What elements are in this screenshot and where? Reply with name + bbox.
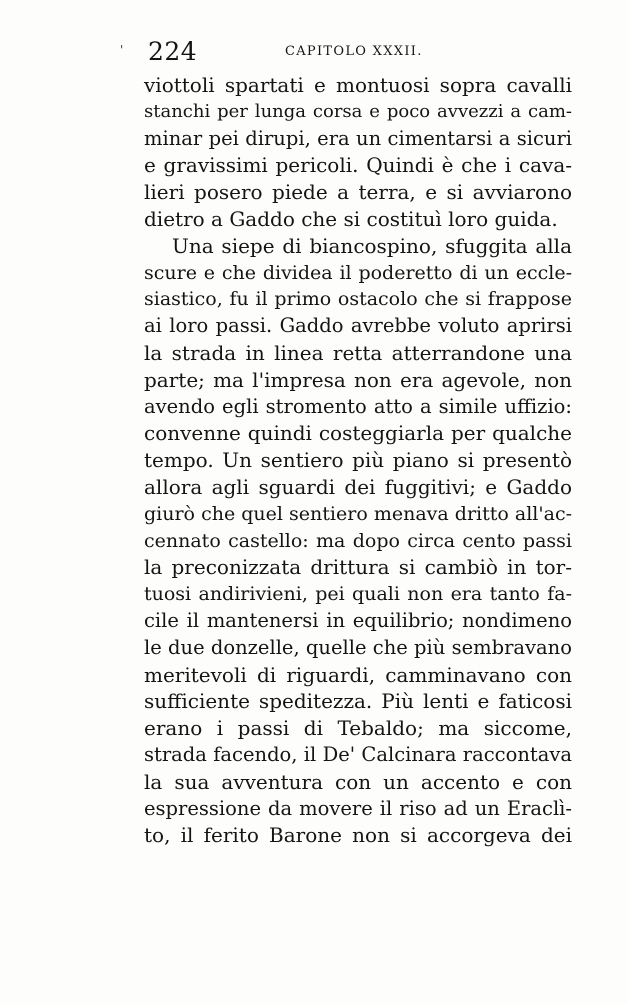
text-line: strada facendo, il De' Calcinara raccontava bbox=[144, 742, 572, 766]
text-line: scure e che dividea il poderetto di un eccle- bbox=[144, 261, 572, 284]
text-line: tuosi andirivieni, pei quali non era tanto fa- bbox=[144, 583, 572, 606]
text-line: la preconizzata drittura si cambiò in tor- bbox=[144, 555, 572, 580]
text-line: meritevoli di riguardi, camminavano con bbox=[144, 662, 572, 687]
text-line: stanchi per lunga corsa e poco avvezzi a cam- bbox=[144, 100, 572, 122]
margin-mark: ' bbox=[120, 43, 124, 57]
text-line: cennato castello: ma dopo circa cento passi bbox=[144, 529, 572, 552]
text-line: la sua avventura con un accento e con bbox=[144, 769, 572, 794]
text-line: convenne quindi costeggiarla per qualche bbox=[144, 421, 572, 446]
text-line: erano i passi di Tebaldo; ma siccome, bbox=[144, 716, 572, 741]
text-line: to, il ferito Barone non si accorgeva dei bbox=[144, 823, 572, 848]
text-line: lieri posero piede a terra, e si avviarono bbox=[144, 180, 572, 205]
text-line: Una siepe di biancospino, sfuggita alla bbox=[172, 233, 572, 258]
body-text bbox=[144, 72, 572, 849]
text-line: parte; ma l'impresa non era agevole, non bbox=[144, 367, 572, 392]
running-head: CAPITOLO XXXII. bbox=[285, 44, 423, 59]
text-line: tempo. Un sentiero più piano si presentò bbox=[144, 448, 572, 473]
text-line: sufficiente speditezza. Più lenti e faticosi bbox=[144, 689, 572, 714]
text-line: dietro a Gaddo che si costituì loro guida. bbox=[144, 206, 558, 231]
text-line: la strada in linea retta atterrandone una bbox=[144, 340, 572, 365]
text-line: e gravissimi pericoli. Quindi è che i cava- bbox=[144, 153, 572, 178]
page-header bbox=[120, 37, 590, 67]
text-line: le due donzelle, quelle che più sembravano bbox=[144, 635, 572, 659]
text-line: viottoli spartati e montuosi sopra cavalli bbox=[144, 73, 572, 97]
text-line: ai loro passi. Gaddo avrebbe voluto aprirsi bbox=[144, 314, 572, 338]
text-line: avendo egli stromento atto a simile uffizio: bbox=[144, 394, 572, 418]
text-line: allora agli sguardi dei fuggitivi; e Gaddo bbox=[144, 474, 572, 499]
text-line: cile il mantenersi in equilibrio; nondimeno bbox=[144, 608, 572, 632]
text-line: espressione da movere il riso ad un Eraclì- bbox=[144, 796, 572, 820]
text-line: minar pei dirupi, era un cimentarsi a sicuri bbox=[144, 126, 572, 150]
text-line: siastico, fu il primo ostacolo che si frappose bbox=[144, 288, 572, 311]
page-number: 224 bbox=[148, 37, 198, 66]
text-line: giurò che quel sentiero menava dritto all'ac- bbox=[144, 502, 572, 525]
